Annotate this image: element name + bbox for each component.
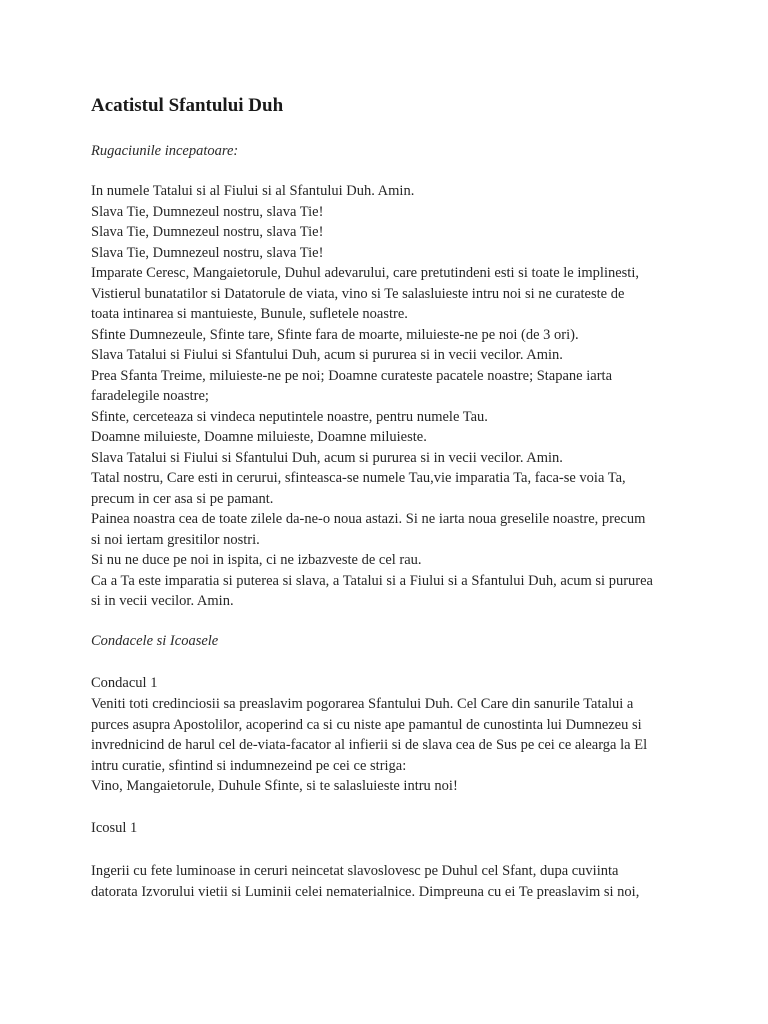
document-title: Acatistul Sfantului Duh [91, 95, 284, 116]
prayer-line: Imparate Ceresc, Mangaietorule, Duhul adevarului, care pretutindeni esti si toate le implinesti, [91, 265, 639, 281]
prayer-line: Doamne miluieste, Doamne miluieste, Doamne miluieste. [91, 429, 427, 445]
condac-line: intru curatie, sfintind si indumnezeind pe cei ce striga: [91, 757, 407, 774]
prayer-line: Slava Tie, Dumnezeul nostru, slava Tie! [91, 244, 324, 261]
condac-line: purces asupra Apostolilor, acoperind ca si cu niste ape pamantul de cunostinta lui Dumnezeu si [91, 716, 642, 733]
condac-1-heading: Condacul 1 [91, 675, 158, 691]
prayer-line: Painea noastra cea de toate zilele da-ne-o noua astazi. Si ne iarta noua greselile noastre, precum [91, 511, 646, 527]
prayer-line: faradelegile noastre; [91, 388, 209, 404]
prayer-line: Slava Tatalui si Fiului si Sfantului Duh, acum si pururea si in vecii vecilor. Amin. [91, 347, 563, 363]
prayer-line: Ca a Ta este imparatia si puterea si slava, a Tatalui si a Fiului si a Sfantului Duh, acum si pururea [91, 572, 653, 589]
opening-prayers-block [91, 181, 653, 612]
icos-line: Ingerii cu fete luminoase in ceruri neincetat slavoslovesc pe Duhul cel Sfant, dupa cuviinta [91, 863, 619, 879]
section-heading-condacs: Condacele si Icoasele [91, 633, 219, 649]
prayer-line: Prea Sfanta Treime, miluieste-ne pe noi; Doamne curateste pacatele noastre; Stapane iarta [91, 367, 613, 384]
prayer-line: si in vecii vecilor. Amin. [91, 593, 234, 609]
prayer-line: Slava Tie, Dumnezeul nostru, slava Tie! [91, 203, 324, 220]
prayer-line: Sfinte, cerceteaza si vindeca neputintele noastre, pentru numele Tau. [91, 408, 488, 425]
icos-1-heading: Icosul 1 [91, 820, 138, 836]
condac-line: Vino, Mangaietorule, Duhule Sfinte, si te salasluieste intru noi! [91, 778, 458, 794]
icos-1-block [91, 861, 639, 902]
prayer-line: In numele Tatalui si al Fiului si al Sfantului Duh. Amin. [91, 183, 415, 199]
prayer-line: Si nu ne duce pe noi in ispita, ci ne izbazveste de cel rau. [91, 552, 422, 568]
section-heading-prayers: Rugaciunile incepatoare: [91, 143, 239, 159]
condac-line: Veniti toti credinciosii sa preaslavim pogorarea Sfantului Duh. Cel Care din sanurile Tatalui a [91, 696, 634, 712]
prayer-line: Slava Tatalui si Fiului si Sfantului Duh, acum si pururea si in vecii vecilor. Amin. [91, 449, 563, 466]
prayer-line: Tatal nostru, Care esti in cerurui, sfinteasca-se numele Tau,vie imparatia Ta, faca-se voia Ta, [91, 470, 626, 486]
prayer-line: si noi iertam gresitilor nostri. [91, 531, 260, 548]
prayer-line: Slava Tie, Dumnezeul nostru, slava Tie! [91, 224, 324, 240]
condac-line: invrednicind de harul cel de-viata-facator al infierii si de slava cea de Sus pe cei ce alearga la El [91, 737, 648, 753]
condac-1-block [91, 694, 647, 797]
icos-line: datorata Izvorului vietii si Luminii celei nematerialnice. Dimpreuna cu ei Te preaslavim si noi, [91, 883, 640, 900]
prayer-line: toata intinarea si mantuieste, Bunule, sufletele noastre. [91, 306, 408, 322]
prayer-line: Sfinte Dumnezeule, Sfinte tare, Sfinte fara de moarte, miluieste-ne pe noi (de 3 ori). [91, 326, 579, 343]
prayer-line: Vistierul bunatatilor si Datatorule de viata, vino si Te salasluieste intru noi si ne curateste de [91, 285, 625, 302]
prayer-line: precum in cer asa si pe pamant. [91, 490, 274, 507]
